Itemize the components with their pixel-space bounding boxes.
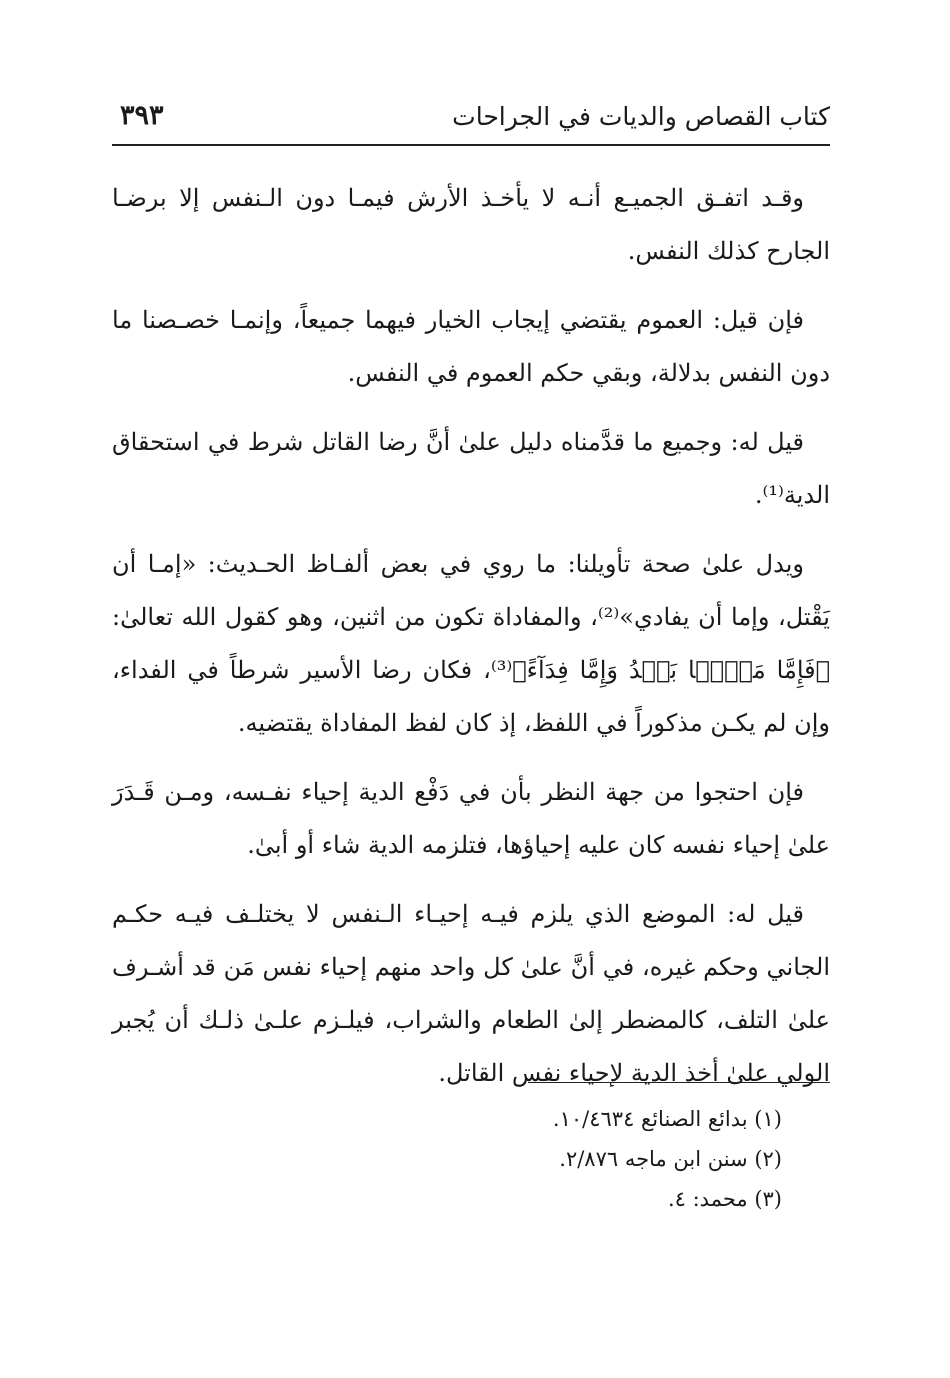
paragraph: فإن قيل: العموم يقتضي إيجاب الخيار فيهما جميعاً، وإنمـا خصـصنا ما دون النفس بدلالة، وبقي حكم العموم في النفس.	[112, 306, 830, 387]
main-text	[112, 172, 830, 1116]
running-title: كتاب القصاص والديات في الجراحات	[452, 102, 830, 131]
paragraph: قيل له: وجميع ما قدَّمناه دليل علىٰ أنَّ رضا القاتل شرط في استحقاق الدية⁽¹⁾.	[112, 428, 830, 509]
paragraph: ويدل علىٰ صحة تأويلنا: ما روي في بعض ألفـاظ الحـديث: «إمـا أن يَقْتل، وإما أن يفادي»⁽²⁾، والمفاداة تكون من اثنين، وهو كقول الله تعالىٰ: ﴿فَإِمَّا مَنًّۢا بَعۡدُ وَإِمَّا فِدَآءً﴾⁽³⁾، فكان رضا الأسير شرطاً في الفداء، وإن لم يكـن مذكوراً في اللفظ، إذ كان لفظ المفاداة يقتضيه.	[112, 550, 831, 737]
paragraph: فإن احتجوا من جهة النظر بأن في دَفْع الدية إحياء نفـسه، ومـن قَـدَرَ علىٰ إحياء نفسه كان عليه إحياؤها، فتلزمه الدية شاء أو أبىٰ.	[112, 778, 830, 859]
paragraph: قيل له: الموضع الذي يلزم فيـه إحيـاء الـنفس لا يختلـف فيـه حكـم الجاني وحكم غيره، في أنَّ علىٰ كل واحد منهم إحياء نفس مَن قد أشـرف علىٰ التلف، كالمضطر إلىٰ الطعام والشراب، فيلـزم علـىٰ ذلـك أن يُجبر الولي علىٰ أخذ الدية لإحياء نفس القاتل.	[112, 900, 830, 1087]
footnote: (٣) محمد: ٤.	[667, 1187, 782, 1211]
footnotes	[528, 1082, 830, 1219]
paragraph: وقـد اتفـق الجميـع أنـه لا يأخـذ الأرش فيمـا دون الـنفس إلا برضـا الجارح كذلك النفس.	[112, 184, 830, 265]
footnote: (٢) سنن ابن ماجه ٢/٨٧٦.	[559, 1147, 782, 1171]
footnote: (١) بدائع الصنائع ١٠/٤٦٣٤.	[552, 1107, 782, 1131]
page-number: ٣٩٣	[120, 100, 164, 131]
page-header	[112, 96, 830, 146]
